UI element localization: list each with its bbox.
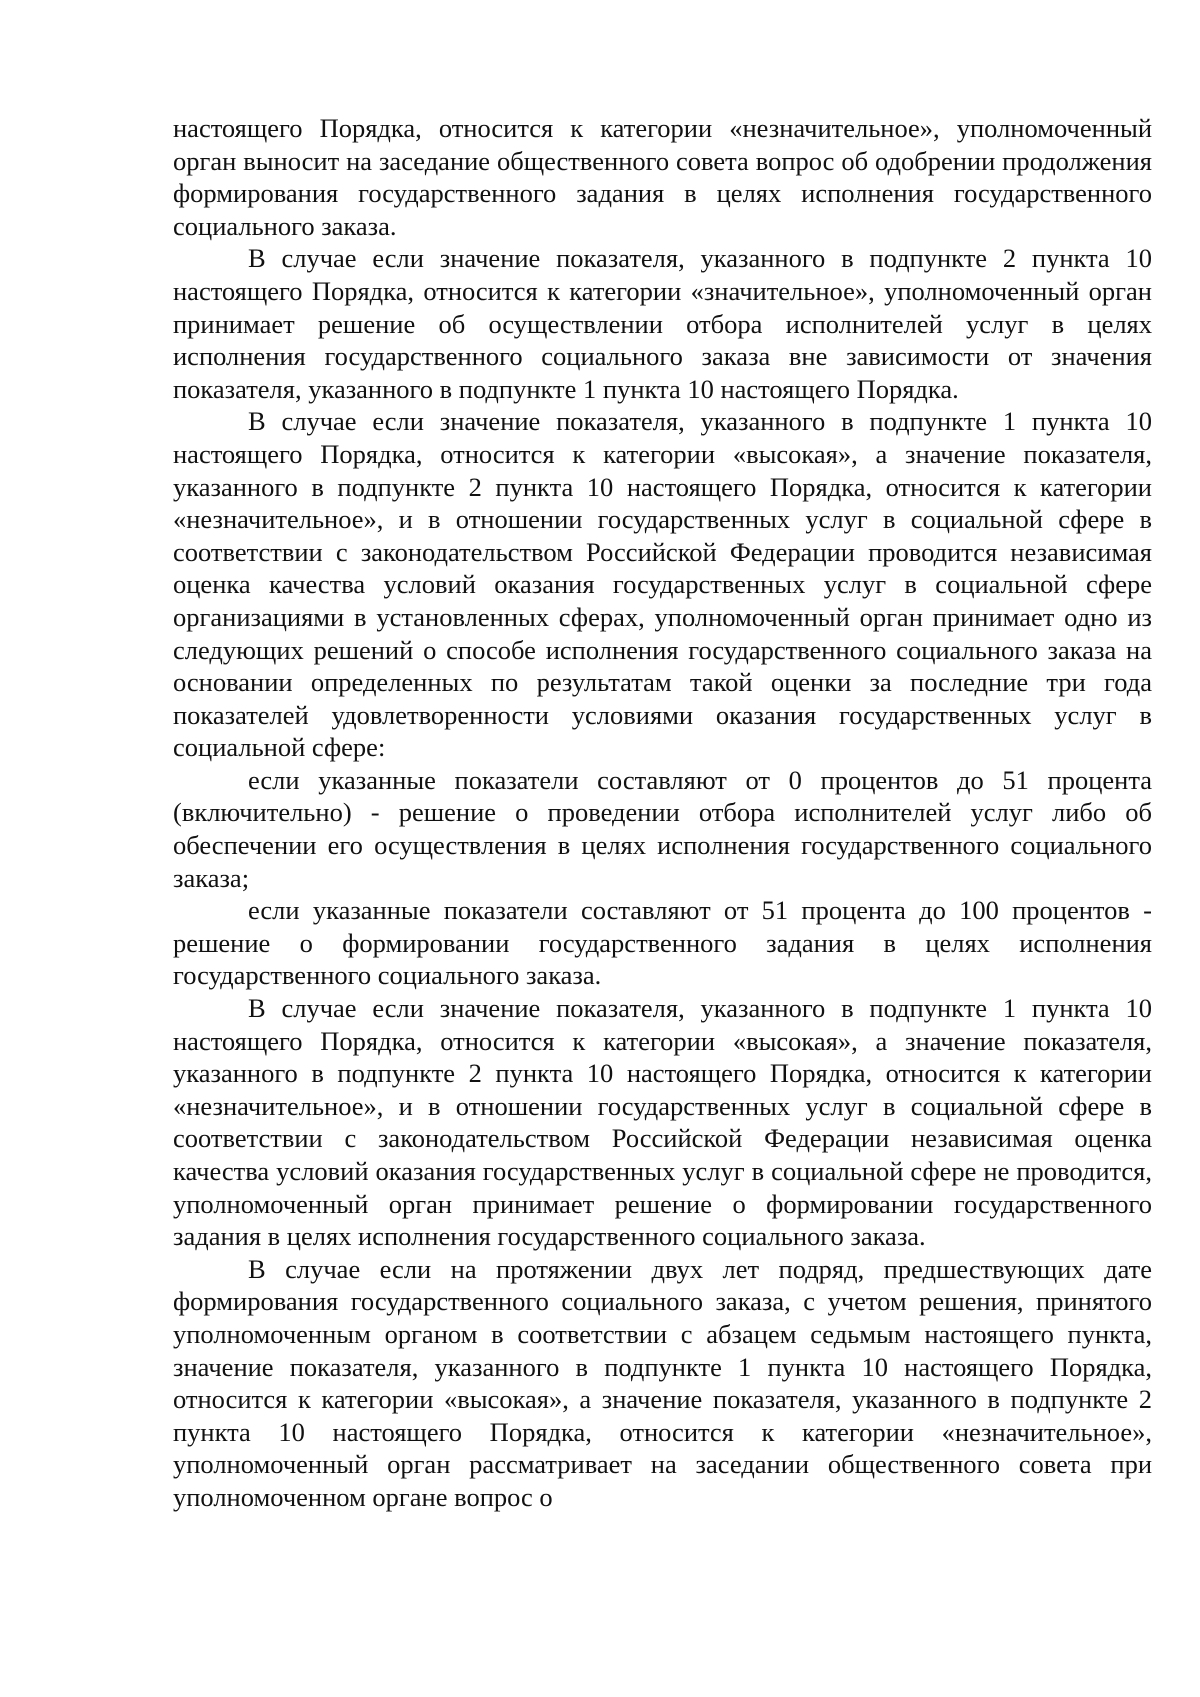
paragraph-high-category-without-assessment: В случае если значение показателя, указанного в подпункте 1 пункта 10 настоящего Порядка, относится к категории «высокая», а значение показателя, указанного в подпункте 2 пункта 10 настоящего Порядка, относится к категории «незначительное», и в отношении государственных услуг в социальной сфере в соответствии с законодательством Российской Федерации независимая оценка качества условий оказания государственных услуг в социальной сфере не проводится, уполномоченный орган принимает решение о формировании государственного задания в целях исполнения государственного социального заказа. [173, 993, 1152, 1252]
paragraph-option-0-51-percent: если указанные показатели составляют от 0 процентов до 51 процента (включительно) - решение о проведении отбора исполнителей услуг либо об обеспечении его осуществления в целях исполнения государственного социального заказа; [173, 764, 1152, 893]
paragraph-high-category-with-assessment: В случае если значение показателя, указанного в подпункте 1 пункта 10 настоящего Порядка, относится к категории «высокая», а значение показателя, указанного в подпункте 2 пункта 10 настоящего Порядка, относится к категории «незначительное», и в отношении государственных услуг в социальной сфере в соответствии с законодательством Российской Федерации проводится независимая оценка качества условий оказания государственных услуг в социальной сфере организациями в установленных сферах, уполномоченный орган принимает одно из следующих решений о способе исполнения государственного социального заказа на основании определенных по результатам такой оценки за последние три года показателей удовлетворенности условиями оказания государственных услуг в социальной сфере: [173, 406, 1152, 763]
document-page [173, 112, 1152, 1514]
paragraph-significant-category: В случае если значение показателя, указанного в подпункте 2 пункта 10 настоящего Порядка, относится к категории «значительное», уполномоченный орган принимает решение об осуществлении отбора исполнителей услуг в целях исполнения государственного социального заказа вне зависимости от значения показателя, указанного в подпункте 1 пункта 10 настоящего Порядка. [173, 243, 1152, 404]
paragraph-two-years-consecutive: В случае если на протяжении двух лет подряд, предшествующих дате формирования государственного социального заказа, с учетом решения, принятого уполномоченным органом в соответствии с абзацем седьмым настоящего пункта, значение показателя, указанного в подпункте 1 пункта 10 настоящего Порядка, относится к категории «высокая», а значение показателя, указанного в подпункте 2 пункта 10 настоящего Порядка, относится к категории «незначительное», уполномоченный орган рассматривает на заседании общественного совета при уполномоченном органе вопрос о [173, 1253, 1152, 1512]
paragraph-option-51-100-percent: если указанные показатели составляют от 51 процента до 100 процентов - решение о формировании государственного задания в целях исполнения государственного социального заказа. [173, 895, 1152, 991]
paragraph-continuation: настоящего Порядка, относится к категории «незначительное», уполномоченный орган выносит на заседание общественного совета вопрос об одобрении продолжения формирования государственного задания в целях исполнения государственного социального заказа. [173, 113, 1152, 241]
